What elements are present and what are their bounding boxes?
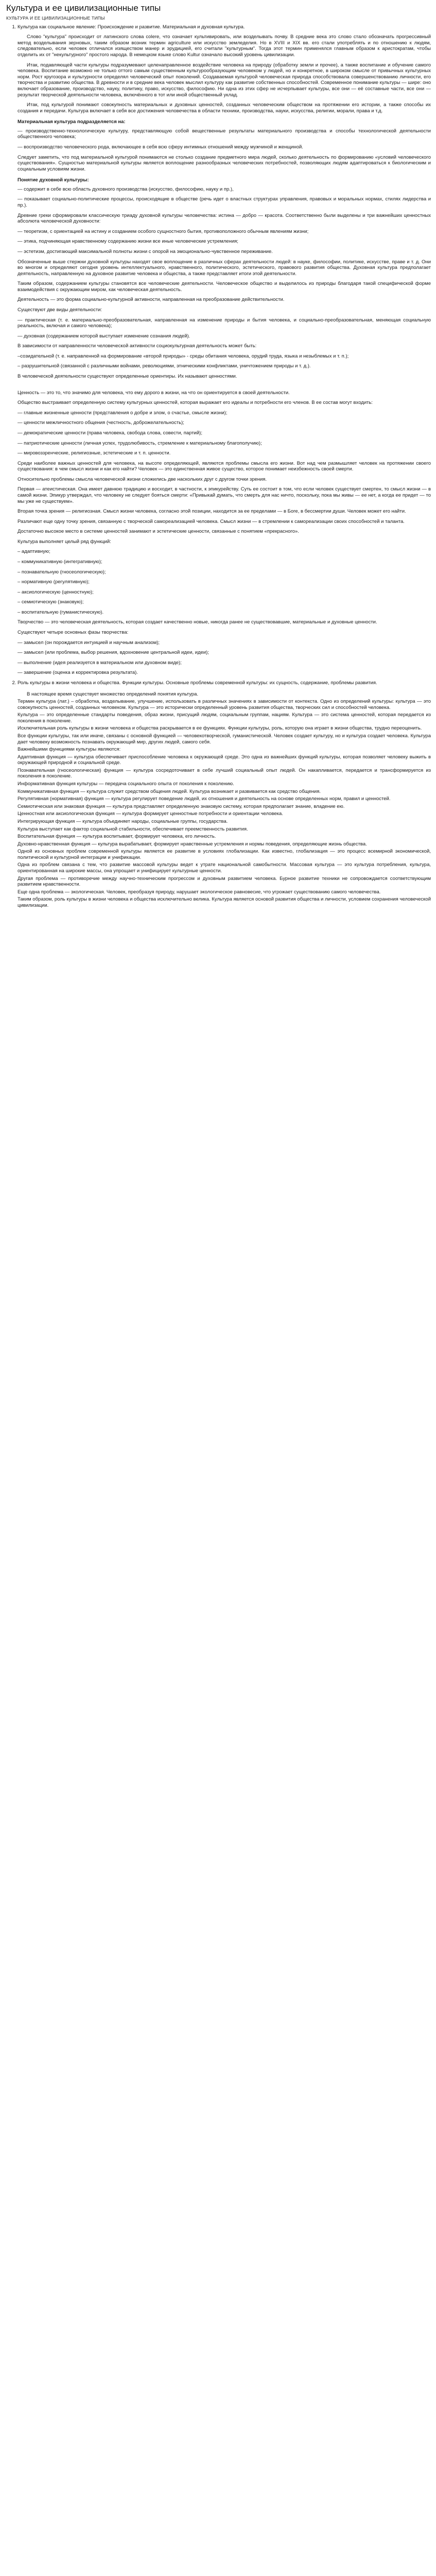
paragraph: Еще одна проблема — экологическая. Человек, преобразуя природу, нарушает экологическое равновесие, что угрожает существованию самого человечества. (18, 889, 381, 895)
paragraph: Слово "культура" происходит от латинского слова colere, что означает культивировать, или возделывать почву. В средние века это слово стало обозначать прогрессивный метод возделывания зерновых, таким образом возник термин agriculture или искусство земледелия. Но в XVIII и XIX вв. его стали употреблять и по отношению к людям, следовательно, если человек отличался изяществом манер и эрудицией, его считали "культурным". Тогда этот термин применялся главным образом к аристократам, чтобы отделить их от "некультурного" простого народа. В немецком языке слово Kultur означало высокий уровень цивилизации. (18, 34, 431, 58)
paragraph: В человеческой деятельности существуют определенные ориентиры. Их называют ценностями. (18, 374, 237, 380)
paragraph: – воспитательную (гуманистическую). (18, 609, 104, 615)
paragraph: — практическая (т. е. материально-преобразовательная, направленная на изменение природы и бытия человека, и социально-преобразовательная, меняющая социальную реальность, включая и самого человека); (18, 317, 431, 329)
list-item (18, 680, 431, 909)
paragraph: Итак, под культурой понимают совокупность материальных и духовных ценностей, созданных человеческим обществом на протяжении его истории, а также способы их создания и передачи. Культура включает в себя все достижения человечества в области техники, производства, науки, искусства, религии, морали, права и т.д. (18, 102, 431, 114)
paragraph: – адаптивную; (18, 549, 50, 555)
paragraph: — завершение (оценка и корректировка результата). (18, 670, 138, 676)
paragraph: Существуют две виды деятельности: (18, 307, 102, 313)
paragraph: — производственно-технологическую культуру, представляющую собой вещественные результаты материального производства и способы технологической деятельности общественного человека; (18, 128, 431, 140)
paragraph: Следует заметить, что под материальной культурой понимаются не столько создание предметного мира людей, сколько деятельность по формированию «условий человеческого существования». Сущностью материальной культуры является воплощение разнообразных человеческих потребностей, позволяющих людям адаптироваться к биологическим и социальным условиям жизни. (18, 154, 431, 172)
paragraph: Одной из основных проблем современной культуры является ее развитие в условиях глобализации. Как известно, глобализация — это процесс всемирной экономической, политической и культурной интеграции и унификации. (18, 849, 431, 860)
paragraph: Древние греки сформировали классическую триаду духовной культуры человечества: истина — добро — красота. Соответственно были выделены и три важнейших ценностных абсолюта человеческой духовности: (18, 212, 431, 225)
paragraph: — демократические ценности (права человека, свобода слова, совести, партий); (18, 430, 202, 436)
paragraph: Среди наиболее важных ценностей для человека, на высоте определяющей, являются проблемы смысла его жизни. Вот над чем размышляет человек на протяжении своего существования: в чем смысл жизни и как его найти? Человек — это единственная живое существо, которое понимает неизбежность своей смерти. (18, 460, 431, 472)
paragraph: Коммуникативная функция — культура служит средством общения людей. Культура возникает и развивается как средство общения. (18, 788, 321, 794)
paragraph: Таким образом, роль культуры в жизни человека и общества исключительно велика. Культура является основой развития общества и личности, условием сохранения человеческой цивилизации. (18, 896, 431, 908)
paragraph: – семиотическую (знаковую); (18, 599, 84, 605)
paragraph: – нормативную (регулятивную); (18, 579, 90, 585)
list-item (18, 24, 431, 676)
paragraph: Воспитательная функция — культура воспитывает, формирует человека, его личность. (18, 834, 216, 840)
paragraph: Важнейшими функциями культуры являются: (18, 747, 121, 753)
paragraph: Духовно-нравственная функция — культура вырабатывает, формирует нравственные устремления и нормы поведения, определяющие жизнь общества. (18, 841, 367, 847)
paragraph: — воспроизводство человеческого рода, включающее в себя всю сферу интимных отношений между мужчиной и женщиной. (18, 144, 303, 150)
paragraph: — показывает социально-политические процессы, происходящие в обществе (речь идет о властных структурах управления, правовых и моральных нормах, стилях лидерства и пр.). (18, 196, 431, 209)
paragraph: — замысел (он порождается интуицией и научным анализом); (18, 639, 160, 646)
paragraph: — мировоззренческие, религиозные, эстетические и т. п. ценности. (18, 450, 171, 456)
paragraph: Творчество — это человеческая деятельность, которая создает качественно новые, никогда ранее не существовавшие, материальные и духовные ценности. (18, 619, 377, 625)
paragraph: В зависимости от направленности человеческой активности социокультурная деятельность может быть: (18, 343, 257, 349)
paragraph: Культура выступает как фактор социальной стабильности, обеспечивает преемственность развития. (18, 826, 248, 832)
paragraph: Различают еще одну точку зрения, связанную с творческой самореализацией человека. Смысл жизни — в стремлении к самореализации своих способностей и таланта. (18, 518, 405, 524)
paragraph: Семиотическая или знаковая функция — культура представляет определенную знаковую систему, которая предполагает знание, владение ею. (18, 803, 345, 809)
spiritual-culture-heading: Понятие духовной культуры: (18, 177, 89, 183)
paragraph: Познавательная (гносеологическая) функция — культура сосредоточивает в себе лучший социальный опыт людей. Он накапливается, передается и трансформируется из поколения в поколение. (18, 767, 431, 779)
paragraph: Существуют четыре основных фазы творчества: (18, 630, 129, 636)
page-title: Культура и ее цивилизационные типы (6, 3, 161, 13)
paragraph: Информативная функция культуры — передача социального опыта от поколения к поколению. (18, 781, 234, 787)
paragraph: Первая — атеистическая. Она имеет давнюю традицию и восходит, в частности, к эпикурейству. Суть ее состоит в том, что если человек существует смертен, то смысл жизни — в самой жизни. Эпикур утверждал, что человеку не следует бояться смерти: «Привыкай думать, что смерть для нас ничто, поскольку, пока мы живы — ее нет, а когда ее придет — то мы уже не существуем». (18, 486, 431, 504)
paragraph: Таким образом, содержанием культуры становятся все человеческие деятельности. Человеческое общество и выделилось из природы благодаря такой специфической форме взаимодействия с окружающим миром, как человеческая деятельность. (18, 281, 431, 293)
paragraph: Одна из проблем связана с тем, что развитие массовой культуры ведет к утрате национальной самобытности. Массовая культура — это культура потребления, культура, ориентированная на широкие массы, она упрощает и унифицирует культурные ценности. (18, 862, 431, 874)
page-subtitle: КУЛЬТУРА И ЕЕ ЦИВИЛИЗАЦИОННЫЕ ТИПЫ (6, 15, 105, 21)
paragraph: — эстетизм, достигающий максимальной полноты жизни с опорой на эмоционально-чувственное переживание. (18, 248, 273, 255)
paragraph: Обозначенные выше стержни духовной культуры находят свое воплощение в различных сферах деятельности людей: в науке, философии, политике, искусстве, праве и т. д. Они во многом и определяют сегодня уровень интеллектуального, нравственного, политического, эстетического, правового развития общества. Духовная культура предполагает деятельность, направленную на духовное развитие человека и общества, а также представляет итоги этой деятельности. (18, 259, 431, 277)
section-title: 2. Роль культуры в жизни человека и общества. Функции культуры. Основные проблемы современной культуры: их сущность, содержание, проблемы развития. (18, 680, 377, 686)
section-list (6, 24, 431, 909)
paragraph: Интегрирующая функция — культура объединяет народы, социальные группы, государства. (18, 818, 228, 824)
paragraph: Все функции культуры, так или иначе, связаны с основной функцией — человекотворческой, гуманистической. Человек создает культуру, но и культура создает человека. Культура дает человеку возможность познавать окружающий мир, других людей, самого себя. (18, 733, 431, 745)
paragraph: Итак, подавляющей части культуры подразумевают целенаправленное воздействие человека на природу (обработку земли и прочее), а также воспитание и обучение самого человека. Воспитание возможно не только оттого самым существенным культурообразующим человеком у людей, но и конкретное, в широком смысле от привычных культурных норм. Рост кругозора и культурности определял человеческий опыт поколений. Создаваемая культурой человеческая природа способствовала совершенствованию личности, его творчества и развитию общества. В древности и в средние века человек мыслил культуру как развитие собственных способностей. Современное понимание культуры — шире: оно включает образование, производство, науку, политику, право, искусство, философию. Ни одна из этих сфер не исчерпывает культуры, все они — её составные части, все они — результат творческой деятельности человека, включённого в тот или иной общественный уклад. (18, 62, 431, 98)
document (0, 0, 436, 932)
paragraph: — выполнение (идея реализуется в материальном или духовном виде); (18, 659, 182, 666)
paragraph: Деятельность — это форма социально-культурной активности, направленная на преобразование действительности. (18, 297, 285, 303)
paragraph: — главные жизненные ценности (представления о добре и злом, о счастье, смысле жизни); (18, 410, 228, 416)
paragraph: — патриотические ценности (личная успех, трудолюбивость, стремление к материальному благополучию); (18, 440, 262, 446)
paragraph: –созидательной (т. е. направленной на формирование «второй природы» - среды обитания человека, орудий труда, языка и незыблемых и т. п.); (18, 353, 349, 359)
paragraph: Адаптивная функция — культура обеспечивает приспособление человека к окружающей среде. Это одна из важнейших функций культуры, которая позволяет человеку выжить в окружающей природной и социальной среде. (18, 754, 431, 766)
paragraph: Культура — это определенные стандарты поведения, образ жизни, присущий людям, социальным группам, нациям. Культура — это система ценностей, которая передается из поколения в поколение. (18, 712, 431, 724)
paragraph: — этика, подчиняющая нравственному содержанию жизни все иные человеческие устремления; (18, 239, 238, 245)
paragraph: — ценности межличностного общения (честность, доброжелательность); (18, 420, 184, 426)
paragraph: – разрушительной (связанной с различными войнами, революциями, этническими конфликтами, уничтожением природы и т. д.). (18, 363, 311, 369)
paragraph: — замысел (или проблема, выбор решения, вдохновение центральной идеи, идеи); (18, 650, 209, 656)
paragraph: Регулятивная (нормативная) функция — культура регулирует поведение людей, их отношения и деятельность на основе определенных норм, правил и ценностей. (18, 796, 391, 802)
paragraph: Вторая точка зрения — религиозная. Смысл жизни человека, согласно этой позиции, находится за ее пределами — в Боге, в бессмертии души. Человек может его найти. (18, 509, 406, 515)
paragraph: — теоретизм, с ориентацией на истину и созданием особого сущностного бытия, противоположного обычным явлениям жизни; (18, 228, 309, 234)
paragraph: Ценностная или аксиологическая функция — культура формирует ценностные потребности и ориентации человека. (18, 811, 283, 817)
paragraph: Термин культура (лат.) – обработка, возделывание, улучшение, использовать в различных значениях в зависимости от контекста. Одно из определений культуры: культура — это совокупность ценностей, созданных человеком. Культура — это исторически определенный уровень развития общества, творческих сил и способностей человека. (18, 699, 431, 710)
paragraph: Относительно проблемы смысла человеческой жизни сложились две наскольких друг с другом точки зрения. (18, 476, 267, 482)
paragraph: Другая проблема — противоречие между научно-техническим прогрессом и духовным развитием человека. Бурное развитие техники не сопровождается соответствующим развитием нравственности. (18, 875, 431, 888)
paragraph: Исключительная роль культуры в жизни человека и общества раскрывается в ее функциях. Функции культуры, роль, которую она играет в жизни общества, трудно переоценить. (18, 725, 422, 732)
paragraph: – коммуникативную (интегративную); (18, 559, 102, 565)
paragraph: — содержит в себе всю область духовного производства (искусство, философию, науку и пр.), (18, 186, 234, 192)
paragraph: В настоящее время существует множество определений понятия культура. (27, 691, 199, 697)
paragraph: — духовная (содержанием которой выступает изменение сознания людей). (18, 333, 190, 339)
material-culture-heading: Материальная культура подразделяется на: (18, 119, 126, 125)
section-title: 1. Культура как социальное явление: Происхождение и развитие. Материальная и духовная культура. (18, 24, 245, 30)
paragraph: Достаточно высокое место в системе ценностей занимают и эстетические ценности, связанные с понятием «прекрасного». (18, 529, 299, 535)
paragraph: – аксиологическую (ценностную); (18, 589, 94, 595)
paragraph: Культура выполняет целый ряд функций: (18, 538, 111, 545)
paragraph: – познавательную (гносеологическую); (18, 569, 106, 575)
paragraph: Ценность — это то, что значимо для человека, что ему дорого в жизни, на что он ориентируется в своей деятельности. (18, 389, 290, 396)
section-body (18, 691, 431, 909)
paragraph: Общество выстраивает определенную систему культурных ценностей, которая выражает его идеалы и потребности его членов. В ее состав могут входить: (18, 400, 373, 406)
